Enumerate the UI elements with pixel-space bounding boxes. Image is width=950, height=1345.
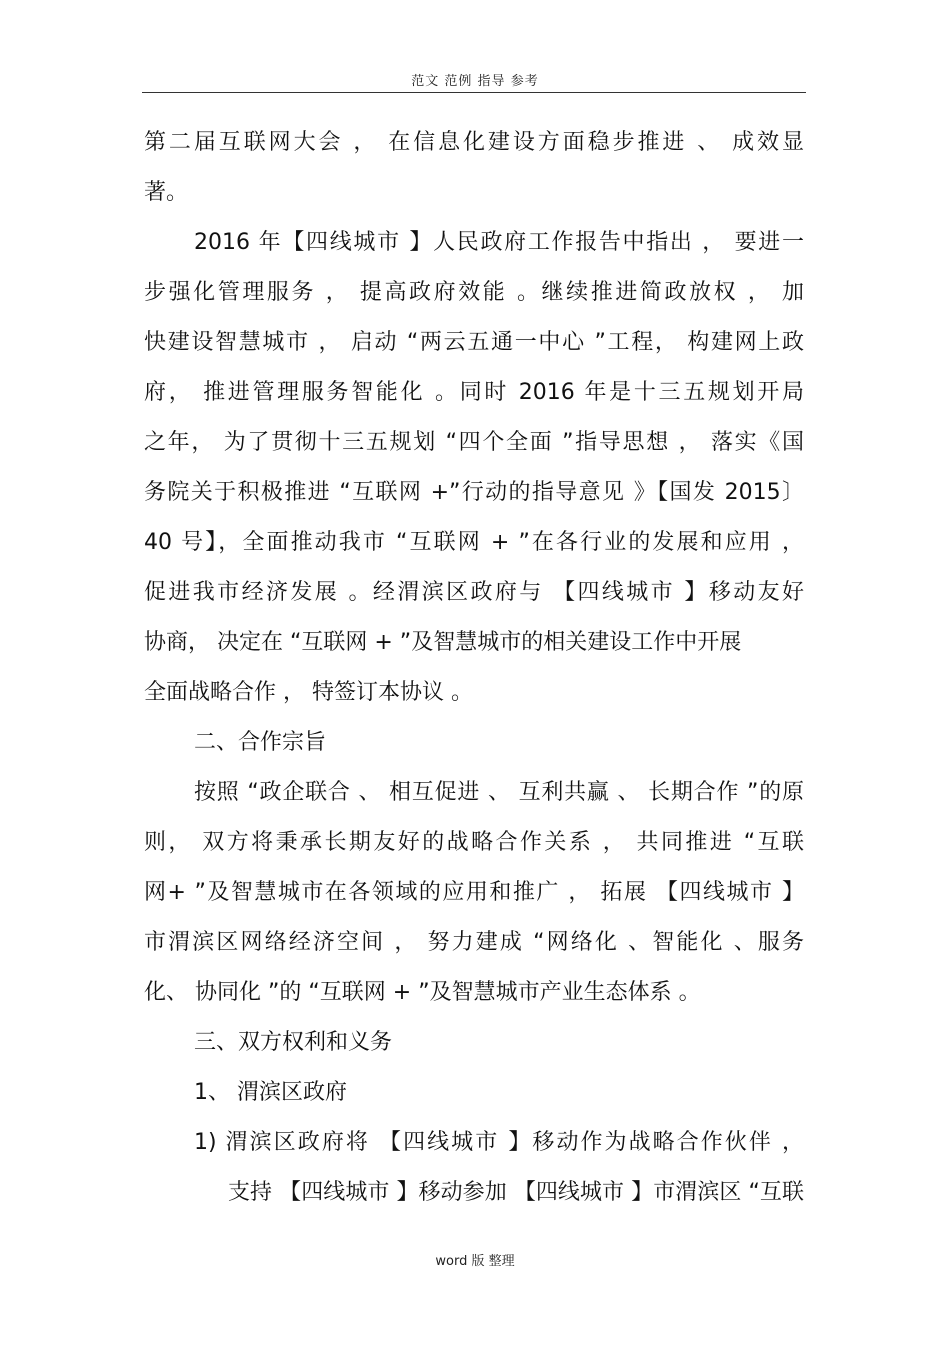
paragraph-line: 步强化管理服务 ， 提高政府效能 。继续推进简政放权 ， 加 (144, 280, 804, 305)
paragraph-line: 化、 协同化 ”的 “互联网 + ”及智慧城市产业生态体系 。 (144, 980, 701, 1005)
paragraph-line: 则， 双方将秉承长期友好的战略合作关系 ， 共同推进 “互联 (144, 830, 804, 855)
paragraph-line: 促进我市经济发展 。经渭滨区政府与 【四线城市 】移动友好 (144, 580, 804, 605)
list-item-continuation: 支持 【四线城市 】移动参加 【四线城市 】市渭滨区 “互联 (228, 1180, 804, 1205)
paragraph-line: 著。 (144, 180, 189, 205)
page-header: 范文 范例 指导 参考 (411, 74, 539, 89)
section-heading: 二、合作宗旨 (194, 730, 327, 755)
list-item: 1) 渭滨区政府将 【四线城市 】移动作为战略合作伙伴 ， (194, 1130, 804, 1155)
paragraph-line: 40 号】，全面推动我市 “互联网 + ”在各行业的发展和应用 ， (144, 530, 804, 555)
paragraph-line: 府， 推进管理服务智能化 。同时 2016 年是十三五规划开局 (144, 380, 804, 405)
section-heading: 三、双方权利和义务 (194, 1030, 393, 1055)
paragraph-line: 网+ ”及智慧城市在各领域的应用和推广 ， 拓展 【四线城市 】 (144, 880, 804, 905)
header-divider (142, 92, 806, 93)
paragraph-line: 市渭滨区网络经济空间 ， 努力建成 “网络化 、智能化 、服务 (144, 930, 804, 955)
paragraph-line: 务院关于积极推进 “互联网 +”行动的指导意见 》【国发 2015〕 (144, 480, 804, 505)
paragraph-line: 协商， 决定在 “互联网 + ”及智慧城市的相关建设工作中开展 (144, 630, 742, 655)
paragraph-line: 2016 年【四线城市 】人民政府工作报告中指出 ， 要进一 (194, 230, 804, 255)
paragraph-line: 之年， 为了贯彻十三五规划 “四个全面 ”指导思想 ， 落实《国 (144, 430, 804, 455)
paragraph-line: 全面战略合作 ， 特签订本协议 。 (144, 680, 473, 705)
paragraph-line: 按照 “政企联合 、 相互促进 、 互利共赢 、 长期合作 ”的原 (194, 780, 804, 805)
paragraph-line: 第二届互联网大会 ， 在信息化建设方面稳步推进 、 成效显 (144, 130, 804, 155)
subsection-heading: 1、 渭滨区政府 (194, 1080, 347, 1105)
paragraph-line: 快建设智慧城市 ， 启动 “两云五通一中心 ”工程， 构建网上政 (144, 330, 804, 355)
page-footer: word 版 整理 (435, 1254, 515, 1269)
